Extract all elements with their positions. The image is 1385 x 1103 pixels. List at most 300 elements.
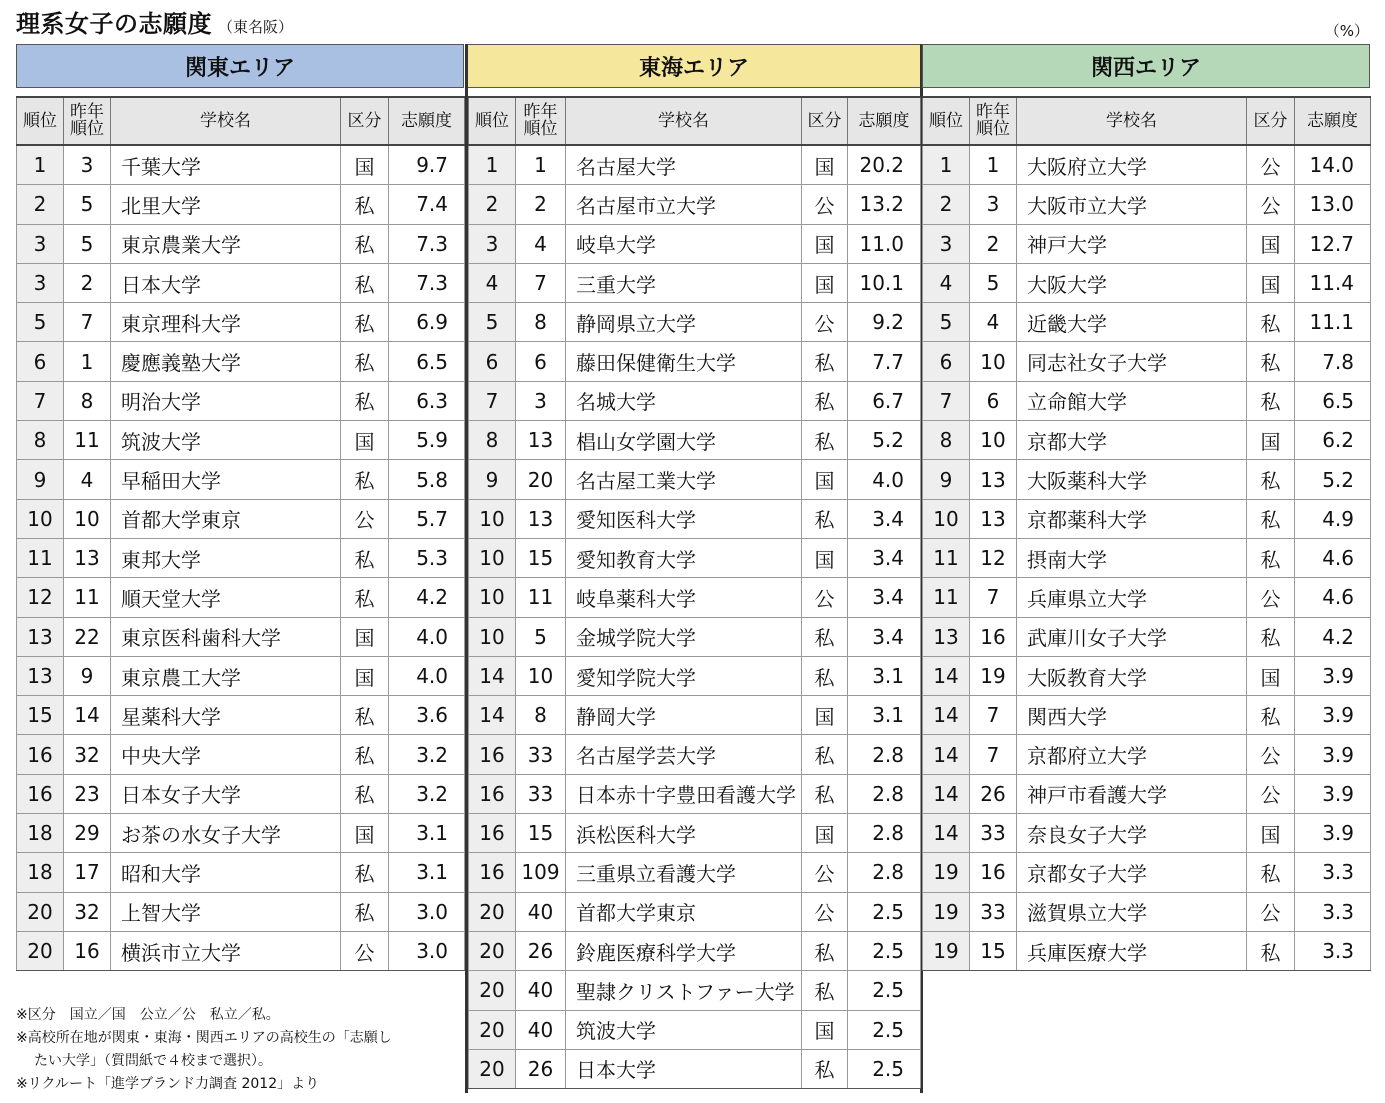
table-row [17, 185, 465, 224]
table-row [17, 696, 465, 735]
category-cell: 私 [1247, 617, 1295, 656]
category-cell: 公 [341, 931, 389, 970]
category-cell: 私 [1247, 499, 1295, 538]
table-row [17, 735, 465, 774]
school-name-cell: 関西大学 [1017, 696, 1247, 735]
table-row [923, 460, 1371, 499]
score-cell: 3.9 [1295, 735, 1371, 774]
score-cell: 3.3 [1295, 853, 1371, 892]
table-row [923, 774, 1371, 813]
rank-cell: 8 [923, 421, 970, 460]
last-year-rank-cell: 26 [516, 931, 566, 970]
last-year-rank-cell: 32 [64, 892, 111, 931]
rank-cell: 4 [469, 263, 516, 302]
category-cell: 国 [802, 1010, 848, 1049]
category-cell: 私 [341, 381, 389, 420]
category-cell: 公 [1247, 892, 1295, 931]
header-rank-text: 順位 [23, 110, 57, 131]
header-rank [17, 97, 64, 145]
last-year-rank-cell: 40 [516, 892, 566, 931]
school-name-cell: 三重県立看護大学 [566, 853, 802, 892]
footnote: ※区分 国立／国 公立／公 私立／私。 [16, 1007, 280, 1023]
school-name-cell: 岐阜薬科大学 [566, 578, 802, 617]
last-year-rank-cell: 10 [970, 342, 1017, 381]
last-year-rank-cell: 11 [516, 578, 566, 617]
category-cell: 公 [1247, 774, 1295, 813]
last-year-rank-cell: 15 [970, 931, 1017, 970]
category-cell: 私 [802, 774, 848, 813]
category-cell: 公 [1247, 185, 1295, 224]
rank-cell: 13 [923, 617, 970, 656]
header-rank-text: 順位 [475, 110, 509, 131]
category-cell: 私 [802, 381, 848, 420]
last-year-rank-cell: 26 [970, 774, 1017, 813]
school-name-cell: 星薬科大学 [111, 696, 341, 735]
rank-cell: 15 [17, 696, 64, 735]
score-cell: 4.0 [848, 460, 921, 499]
last-year-rank-cell: 40 [516, 1010, 566, 1049]
score-cell: 7.8 [1295, 342, 1371, 381]
rank-cell: 7 [469, 381, 516, 420]
last-year-rank-cell: 16 [970, 617, 1017, 656]
ranking-table-kanto [16, 96, 465, 971]
category-cell: 私 [1247, 342, 1295, 381]
score-cell: 5.2 [1295, 460, 1371, 499]
school-name-cell: 名古屋市立大学 [566, 185, 802, 224]
category-cell: 国 [802, 814, 848, 853]
school-name-cell: 大阪大学 [1017, 263, 1247, 302]
header-score-text: 志願度 [858, 110, 910, 131]
table-row [17, 656, 465, 695]
school-name-cell: 大阪市立大学 [1017, 185, 1247, 224]
header-score-text: 志願度 [401, 110, 452, 131]
rank-cell: 20 [469, 892, 516, 931]
header-last-year-rank-text: 順位 [70, 119, 104, 139]
last-year-rank-cell: 2 [516, 185, 566, 224]
score-cell: 3.0 [389, 931, 465, 970]
last-year-rank-cell: 3 [516, 381, 566, 420]
table-row [923, 696, 1371, 735]
table-row [469, 1049, 921, 1088]
score-cell: 2.5 [848, 1049, 921, 1088]
rank-cell: 20 [469, 931, 516, 970]
last-year-rank-cell: 1 [516, 145, 566, 185]
rank-cell: 11 [923, 538, 970, 577]
category-cell: 私 [341, 342, 389, 381]
last-year-rank-cell: 6 [516, 342, 566, 381]
category-cell: 私 [341, 696, 389, 735]
table-row [469, 421, 921, 460]
last-year-rank-cell: 10 [64, 499, 111, 538]
score-cell: 3.9 [1295, 814, 1371, 853]
table-row [469, 656, 921, 695]
rank-cell: 10 [469, 499, 516, 538]
last-year-rank-cell: 7 [970, 696, 1017, 735]
table-row [923, 185, 1371, 224]
header-score [389, 97, 465, 145]
score-cell: 3.2 [389, 735, 465, 774]
table-row [923, 499, 1371, 538]
last-year-rank-cell: 2 [64, 263, 111, 302]
unit-label: （%） [1324, 22, 1369, 40]
last-year-rank-cell: 1 [64, 342, 111, 381]
table-row [17, 303, 465, 342]
score-cell: 3.9 [1295, 656, 1371, 695]
category-cell: 国 [341, 656, 389, 695]
category-cell: 私 [802, 499, 848, 538]
score-cell: 5.9 [389, 421, 465, 460]
rank-cell: 4 [923, 263, 970, 302]
score-cell: 3.3 [1295, 892, 1371, 931]
rank-cell: 10 [17, 499, 64, 538]
table-row [469, 1010, 921, 1049]
rank-cell: 20 [17, 892, 64, 931]
table-row [469, 342, 921, 381]
score-cell: 4.9 [1295, 499, 1371, 538]
school-name-cell: 三重大学 [566, 263, 802, 302]
kanto-block [16, 44, 464, 971]
rank-cell: 3 [923, 224, 970, 263]
last-year-rank-cell: 4 [64, 460, 111, 499]
rank-cell: 16 [469, 774, 516, 813]
rank-cell: 14 [469, 696, 516, 735]
school-name-cell: 金城学院大学 [566, 617, 802, 656]
rank-cell: 16 [17, 774, 64, 813]
rank-cell: 1 [923, 145, 970, 185]
score-cell: 4.6 [1295, 538, 1371, 577]
table-row [923, 224, 1371, 263]
last-year-rank-cell: 5 [970, 263, 1017, 302]
footnotes [16, 1004, 392, 1096]
header-last-year-rank [516, 97, 566, 145]
table-row [469, 735, 921, 774]
rank-cell: 5 [17, 303, 64, 342]
table-row [923, 617, 1371, 656]
table-row [17, 224, 465, 263]
school-name-cell: 東京理科大学 [111, 303, 341, 342]
score-cell: 3.4 [848, 538, 921, 577]
table-row [469, 814, 921, 853]
rank-cell: 19 [923, 892, 970, 931]
last-year-rank-cell: 29 [64, 814, 111, 853]
last-year-rank-cell: 13 [64, 538, 111, 577]
school-name-cell: 近畿大学 [1017, 303, 1247, 342]
table-row [17, 460, 465, 499]
header-school-name-text: 学校名 [658, 110, 709, 131]
score-cell: 5.3 [389, 538, 465, 577]
category-cell: 私 [341, 735, 389, 774]
rank-cell: 14 [923, 774, 970, 813]
rank-cell: 12 [17, 578, 64, 617]
last-year-rank-cell: 19 [970, 656, 1017, 695]
table-row [17, 342, 465, 381]
last-year-rank-cell: 7 [970, 578, 1017, 617]
last-year-rank-cell: 11 [64, 421, 111, 460]
school-name-cell: 京都大学 [1017, 421, 1247, 460]
category-cell: 私 [341, 774, 389, 813]
table-row [17, 774, 465, 813]
school-name-cell: 筑波大学 [566, 1010, 802, 1049]
last-year-rank-cell: 12 [970, 538, 1017, 577]
last-year-rank-cell: 3 [970, 185, 1017, 224]
table-row [923, 303, 1371, 342]
category-cell: 公 [1247, 735, 1295, 774]
school-name-cell: 横浜市立大学 [111, 931, 341, 970]
score-cell: 2.8 [848, 774, 921, 813]
category-cell: 私 [341, 892, 389, 931]
category-cell: 私 [341, 578, 389, 617]
rank-cell: 3 [17, 224, 64, 263]
ranking-table-tokai [468, 96, 921, 1089]
header-rank [469, 97, 516, 145]
school-name-cell: 静岡大学 [566, 696, 802, 735]
school-name-cell: 日本大学 [566, 1049, 802, 1088]
table-row [17, 145, 465, 185]
school-name-cell: 藤田保健衛生大学 [566, 342, 802, 381]
category-cell: 私 [1247, 538, 1295, 577]
category-cell: 公 [1247, 145, 1295, 185]
rank-cell: 20 [469, 1010, 516, 1049]
score-cell: 7.7 [848, 342, 921, 381]
rank-cell: 8 [17, 421, 64, 460]
category-cell: 国 [1247, 421, 1295, 460]
score-cell: 7.3 [389, 263, 465, 302]
category-cell: 私 [1247, 381, 1295, 420]
header-category-text: 区分 [1253, 110, 1288, 131]
table-row [17, 538, 465, 577]
category-cell: 国 [1247, 224, 1295, 263]
header-score-text: 志願度 [1307, 110, 1358, 131]
last-year-rank-cell: 20 [516, 460, 566, 499]
score-cell: 11.0 [848, 224, 921, 263]
category-cell: 私 [802, 656, 848, 695]
school-name-cell: 慶應義塾大学 [111, 342, 341, 381]
table-row [923, 145, 1371, 185]
score-cell: 11.1 [1295, 303, 1371, 342]
school-name-cell: 東邦大学 [111, 538, 341, 577]
school-name-cell: 大阪府立大学 [1017, 145, 1247, 185]
score-cell: 2.8 [848, 814, 921, 853]
table-row [923, 381, 1371, 420]
category-cell: 私 [1247, 303, 1295, 342]
table-row [17, 421, 465, 460]
rank-cell: 6 [17, 342, 64, 381]
score-cell: 5.2 [848, 421, 921, 460]
table-row [469, 381, 921, 420]
category-cell: 公 [802, 853, 848, 892]
header-category-text: 区分 [807, 110, 842, 131]
page-title: 理系女子の志願度 [16, 10, 212, 38]
score-cell: 3.1 [389, 853, 465, 892]
score-cell: 2.5 [848, 892, 921, 931]
page-subtitle: （東名阪） [218, 18, 294, 36]
school-name-cell: 神戸大学 [1017, 224, 1247, 263]
score-cell: 4.0 [389, 617, 465, 656]
rank-cell: 2 [469, 185, 516, 224]
school-name-cell: 愛知医科大学 [566, 499, 802, 538]
category-cell: 私 [341, 303, 389, 342]
school-name-cell: 昭和大学 [111, 853, 341, 892]
category-cell: 私 [341, 538, 389, 577]
area-header-tokai: 東海エリア [468, 44, 920, 88]
category-cell: 公 [802, 578, 848, 617]
rank-cell: 7 [923, 381, 970, 420]
last-year-rank-cell: 5 [64, 185, 111, 224]
school-name-cell: 静岡県立大学 [566, 303, 802, 342]
last-year-rank-cell: 40 [516, 971, 566, 1010]
header-rank-text: 順位 [929, 110, 963, 131]
school-name-cell: 東京農工大学 [111, 656, 341, 695]
table-row [17, 263, 465, 302]
score-cell: 3.9 [1295, 774, 1371, 813]
rank-cell: 6 [469, 342, 516, 381]
area-header-kansai: 関西エリア [922, 44, 1370, 88]
last-year-rank-cell: 109 [516, 853, 566, 892]
school-name-cell: 大阪薬科大学 [1017, 460, 1247, 499]
last-year-rank-cell: 4 [516, 224, 566, 263]
score-cell: 3.1 [848, 696, 921, 735]
school-name-cell: 滋賀県立大学 [1017, 892, 1247, 931]
category-cell: 国 [341, 814, 389, 853]
table-row [469, 696, 921, 735]
header-category [1247, 97, 1295, 145]
table-row [469, 303, 921, 342]
school-name-cell: 椙山女学園大学 [566, 421, 802, 460]
school-name-cell: 兵庫県立大学 [1017, 578, 1247, 617]
rank-cell: 16 [469, 814, 516, 853]
table-header-row [923, 97, 1371, 145]
last-year-rank-cell: 2 [970, 224, 1017, 263]
school-name-cell: 名城大学 [566, 381, 802, 420]
footnote: ※高校所在地が関東・東海・関西エリアの高校生の「志願し [16, 1030, 392, 1046]
table-row [923, 578, 1371, 617]
category-cell: 私 [802, 342, 848, 381]
category-cell: 公 [1247, 578, 1295, 617]
last-year-rank-cell: 22 [64, 617, 111, 656]
last-year-rank-cell: 8 [516, 696, 566, 735]
header-school-name-text: 学校名 [1106, 110, 1157, 131]
score-cell: 3.9 [1295, 696, 1371, 735]
school-name-cell: 上智大学 [111, 892, 341, 931]
last-year-rank-cell: 17 [64, 853, 111, 892]
category-cell: 私 [802, 735, 848, 774]
last-year-rank-cell: 33 [516, 735, 566, 774]
table-row [17, 814, 465, 853]
school-name-cell: 大阪教育大学 [1017, 656, 1247, 695]
score-cell: 3.4 [848, 617, 921, 656]
category-cell: 公 [341, 499, 389, 538]
rank-cell: 16 [469, 735, 516, 774]
category-cell: 公 [802, 185, 848, 224]
last-year-rank-cell: 10 [970, 421, 1017, 460]
rank-cell: 16 [17, 735, 64, 774]
category-cell: 私 [341, 263, 389, 302]
score-cell: 4.6 [1295, 578, 1371, 617]
category-cell: 国 [802, 145, 848, 185]
header-last-year-rank-text: 順位 [976, 119, 1010, 139]
table-row [469, 185, 921, 224]
rank-cell: 14 [923, 814, 970, 853]
score-cell: 3.1 [389, 814, 465, 853]
rank-cell: 14 [923, 696, 970, 735]
header-last-year-rank-text: 順位 [523, 119, 558, 139]
school-name-cell: 早稲田大学 [111, 460, 341, 499]
table-row [469, 617, 921, 656]
table-row [923, 735, 1371, 774]
school-name-cell: 中央大学 [111, 735, 341, 774]
category-cell: 国 [802, 696, 848, 735]
score-cell: 3.6 [389, 696, 465, 735]
table-row [923, 853, 1371, 892]
rank-cell: 1 [469, 145, 516, 185]
table-row [923, 342, 1371, 381]
tokai-block [465, 44, 923, 1093]
score-cell: 3.1 [848, 656, 921, 695]
last-year-rank-cell: 11 [64, 578, 111, 617]
school-name-cell: 日本女子大学 [111, 774, 341, 813]
school-name-cell: 岐阜大学 [566, 224, 802, 263]
rank-cell: 13 [17, 617, 64, 656]
rank-cell: 7 [17, 381, 64, 420]
school-name-cell: 愛知教育大学 [566, 538, 802, 577]
score-cell: 9.2 [848, 303, 921, 342]
school-name-cell: 京都府立大学 [1017, 735, 1247, 774]
rank-cell: 14 [469, 656, 516, 695]
rank-cell: 1 [17, 145, 64, 185]
rank-cell: 10 [469, 578, 516, 617]
last-year-rank-cell: 8 [64, 381, 111, 420]
table-row [17, 931, 465, 970]
last-year-rank-cell: 13 [516, 421, 566, 460]
table-row [469, 774, 921, 813]
score-cell: 13.2 [848, 185, 921, 224]
score-cell: 2.8 [848, 735, 921, 774]
category-cell: 私 [1247, 460, 1295, 499]
score-cell: 6.3 [389, 381, 465, 420]
table-row [17, 578, 465, 617]
last-year-rank-cell: 16 [970, 853, 1017, 892]
score-cell: 9.7 [389, 145, 465, 185]
table-row [469, 931, 921, 970]
school-name-cell: お茶の水女子大学 [111, 814, 341, 853]
school-name-cell: 首都大学東京 [566, 892, 802, 931]
category-cell: 私 [341, 460, 389, 499]
last-year-rank-cell: 26 [516, 1049, 566, 1088]
school-name-cell: 同志社女子大学 [1017, 342, 1247, 381]
score-cell: 6.7 [848, 381, 921, 420]
score-cell: 20.2 [848, 145, 921, 185]
school-name-cell: 東京農業大学 [111, 224, 341, 263]
rank-cell: 10 [469, 617, 516, 656]
last-year-rank-cell: 13 [970, 499, 1017, 538]
table-row [469, 853, 921, 892]
last-year-rank-cell: 8 [516, 303, 566, 342]
table-row [923, 656, 1371, 695]
score-cell: 6.2 [1295, 421, 1371, 460]
rank-cell: 20 [469, 1049, 516, 1088]
category-cell: 国 [802, 460, 848, 499]
score-cell: 4.2 [389, 578, 465, 617]
score-cell: 6.5 [389, 342, 465, 381]
table-row [923, 931, 1371, 970]
kansai-block [922, 44, 1370, 971]
rank-cell: 3 [469, 224, 516, 263]
school-name-cell: 浜松医科大学 [566, 814, 802, 853]
score-cell: 5.7 [389, 499, 465, 538]
header-last-year-rank [970, 97, 1017, 145]
last-year-rank-cell: 5 [64, 224, 111, 263]
school-name-cell: 武庫川女子大学 [1017, 617, 1247, 656]
